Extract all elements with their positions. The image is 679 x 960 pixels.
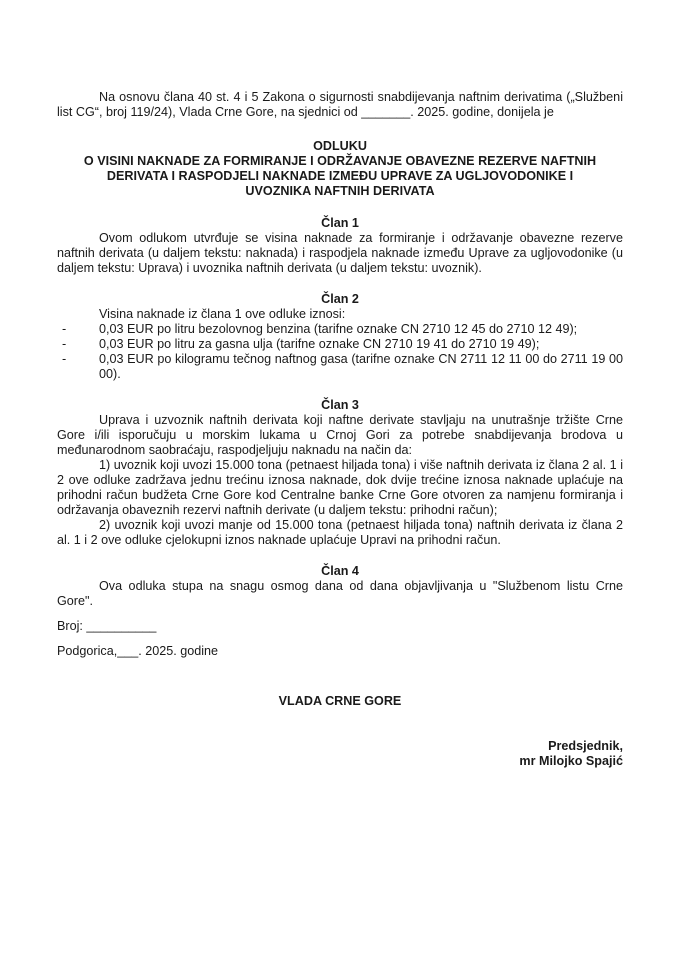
decision-heading: ODLUKU — [313, 139, 367, 153]
list-item-text: 0,03 EUR po kilogramu tečnog naftnog gasa (tarifne oznake CN 2711 12 11 00 do 2711 19 00 00). — [99, 352, 623, 381]
signature-block — [57, 739, 623, 769]
decision-title-line-2: DERIVATA I RASPODJELI NAKNADE IZMEĐU UPRAVE ZA UGLJOVODONIKE I — [106, 169, 574, 183]
article-3-point-2: 2) uvoznik koji uvozi manje od 15.000 tona (petnaest hiljada tona) naftnih derivata iz člana 2 al. 1 i 2 ove odluke cjelokupni iznos naknade uplaćuje Upravi na prihodni račun. — [57, 518, 623, 547]
preamble: Na osnovu člana 40 st. 4 i 5 Zakona o sigurnosti snabdijevanja naftnim derivatima („Službeni list CG“, broj 119/24), Vlada Crne Gore, na sjednici od _______. 2025. godine, donijela je — [57, 90, 623, 119]
decision-title-block — [57, 139, 623, 199]
list-item-text: 0,03 EUR po litru za gasna ulja (tarifne oznake CN 2710 19 41 do 2710 19 49); — [99, 337, 540, 351]
article-4-heading: Član 4 — [321, 564, 359, 578]
list-item — [57, 337, 623, 352]
article-3-intro: Uprava i uzvoznik naftnih derivata koji naftne derivate stavljaju na unutrašnje tržište Crne Gore i/ili isporučuju u morskim lukama u Crnoj Gori za potrebe snabdijevanja brodova u međunarodnom saobraćaju, raspodjeljuju naknadu na način da: — [57, 413, 623, 457]
dash-bullet: - — [62, 337, 67, 351]
article-2-heading: Član 2 — [321, 292, 359, 306]
article-2 — [57, 292, 623, 382]
list-item — [57, 352, 623, 382]
place-and-date: Podgorica,___. 2025. godine — [57, 644, 219, 658]
list-item-text: 0,03 EUR po litru bezolovnog benzina (tarifne oznake CN 2710 12 45 do 2710 12 49); — [99, 322, 578, 336]
list-item — [57, 322, 623, 337]
government-name: VLADA CRNE GORE — [278, 694, 402, 708]
dash-bullet: - — [62, 322, 67, 336]
article-1-heading: Član 1 — [321, 216, 359, 230]
article-3-heading: Član 3 — [321, 398, 359, 412]
document-number: Broj: __________ — [57, 619, 157, 633]
signatory-name: mr Milojko Spajić — [519, 754, 623, 768]
article-3 — [57, 398, 623, 548]
document-page — [57, 90, 623, 769]
decision-title-line-1: O VISINI NAKNADE ZA FORMIRANJE I ODRŽAVANJE OBAVEZNE REZERVE NAFTNIH — [83, 154, 597, 168]
decision-title-line-3: UVOZNIKA NAFTNIH DERIVATA — [245, 184, 435, 198]
tariff-list — [57, 322, 623, 382]
article-4 — [57, 564, 623, 609]
article-1-text: Ovom odlukom utvrđuje se visina naknade za formiranje i održavanje obavezne rezerve naftnih derivata (u daljem tekstu: naknada) i raspodjela naknade između Uprave za ugljovodonike (u daljem tekstu: Uprava) i uvoznika naftnih derivata (u daljem tekstu: uvoznik). — [57, 231, 623, 275]
dash-bullet: - — [62, 352, 67, 366]
article-1 — [57, 216, 623, 276]
article-2-intro: Visina naknade iz člana 1 ove odluke iznosi: — [99, 307, 346, 321]
article-4-text: Ova odluka stupa na snagu osmog dana od dana objavljivanja u "Službenom listu Crne Gore". — [57, 579, 623, 608]
signatory-role: Predsjednik, — [548, 739, 623, 753]
article-3-point-1: 1) uvoznik koji uvozi 15.000 tona (petnaest hiljada tona) i više naftnih derivata iz člana 2 al. 1 i 2 ove odluke zadržava jednu trećinu iznosa naknade, dok dvije trećine iznosa naknade uplaćuje na prihodni račun budžeta Crne Gore kod Centralne banke Crne Gore otvoren za namjenu formiranja i održavanja obaveznih rezervi naftnih derivate (u daljem tekstu: prihodni račun); — [57, 458, 623, 517]
